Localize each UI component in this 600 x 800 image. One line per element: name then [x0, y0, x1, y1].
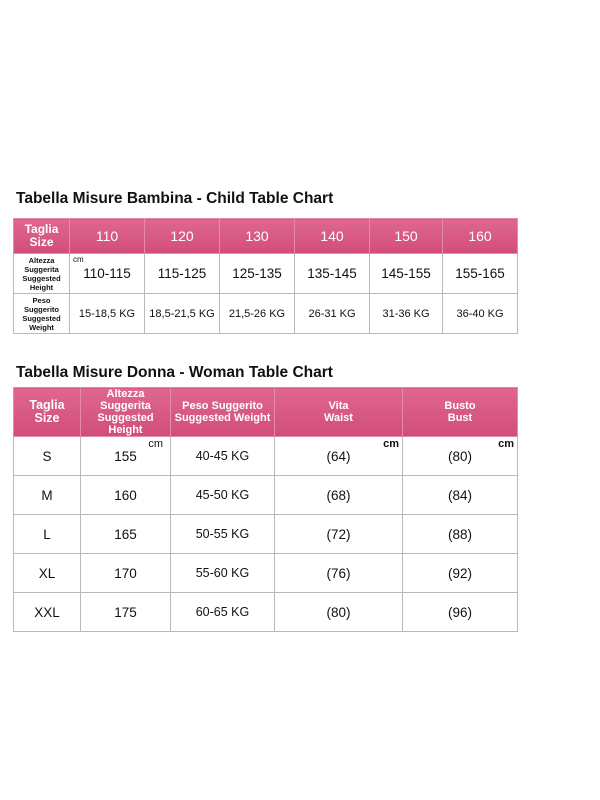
woman-height-header: Altezza Suggerita Suggested Height [81, 388, 171, 437]
woman-size-cell: XXL [14, 593, 81, 632]
woman-size-table [13, 387, 518, 632]
woman-height-cell: 175 [81, 593, 171, 632]
woman-header-row [14, 388, 518, 437]
child-table-title: Tabella Misure Bambina - Child Table Chart [16, 190, 334, 207]
woman-weight-cell: 50-55 KG [171, 515, 275, 554]
woman-size-cell: S [14, 437, 81, 476]
table-row [14, 437, 518, 476]
woman-waist-cell: (68) [275, 476, 403, 515]
woman-waist-cell: cm (64) [275, 437, 403, 476]
woman-table-title: Tabella Misure Donna - Woman Table Chart [16, 364, 333, 381]
child-size-cell: 110 [70, 219, 145, 254]
child-size-cell: 150 [370, 219, 443, 254]
child-height-cell: 115-125 [145, 254, 220, 294]
woman-bust-cell: cm (80) [403, 437, 518, 476]
woman-height-cell: cm 155 [81, 437, 171, 476]
table-row [14, 593, 518, 632]
child-weight-label: Peso Suggerito Suggested Weight [14, 294, 70, 334]
table-row [14, 515, 518, 554]
woman-bust-header: Busto Bust [403, 388, 518, 437]
woman-bust-cell: (84) [403, 476, 518, 515]
woman-weight-cell: 40-45 KG [171, 437, 275, 476]
child-height-cell: 125-135 [220, 254, 295, 294]
bust-unit: cm [498, 438, 514, 450]
child-size-cell: 140 [295, 219, 370, 254]
woman-bust-cell: (88) [403, 515, 518, 554]
woman-size-cell: L [14, 515, 81, 554]
table-row [14, 554, 518, 593]
woman-bust-cell: (96) [403, 593, 518, 632]
child-size-header: Taglia Size [14, 219, 70, 254]
child-height-row [14, 254, 518, 294]
child-height-cell: cm 110-115 [70, 254, 145, 294]
child-weight-cell: 15-18,5 KG [70, 294, 145, 334]
woman-waist-cell: (76) [275, 554, 403, 593]
woman-weight-cell: 45-50 KG [171, 476, 275, 515]
child-height-label: Altezza Suggerita Suggested Height [14, 254, 70, 294]
height-unit: cm [73, 255, 84, 264]
child-size-table [13, 218, 518, 334]
woman-weight-cell: 55-60 KG [171, 554, 275, 593]
child-height-cell: 155-165 [443, 254, 518, 294]
woman-height-cell: 170 [81, 554, 171, 593]
child-weight-row [14, 294, 518, 334]
woman-height-cell: 160 [81, 476, 171, 515]
woman-height-cell: 165 [81, 515, 171, 554]
child-size-cell: 160 [443, 219, 518, 254]
waist-unit: cm [383, 438, 399, 450]
child-weight-cell: 31-36 KG [370, 294, 443, 334]
child-size-cell: 130 [220, 219, 295, 254]
woman-waist-header: Vita Waist [275, 388, 403, 437]
child-weight-cell: 36-40 KG [443, 294, 518, 334]
woman-size-header: Taglia Size [14, 388, 81, 437]
woman-weight-cell: 60-65 KG [171, 593, 275, 632]
woman-waist-cell: (80) [275, 593, 403, 632]
child-height-cell: 135-145 [295, 254, 370, 294]
child-header-row [14, 219, 518, 254]
child-weight-cell: 18,5-21,5 KG [145, 294, 220, 334]
table-row [14, 476, 518, 515]
woman-weight-header: Peso Suggerito Suggested Weight [171, 388, 275, 437]
child-size-cell: 120 [145, 219, 220, 254]
woman-size-cell: XL [14, 554, 81, 593]
woman-size-cell: M [14, 476, 81, 515]
height-unit: cm [148, 438, 163, 450]
child-weight-cell: 26-31 KG [295, 294, 370, 334]
child-weight-cell: 21,5-26 KG [220, 294, 295, 334]
child-height-cell: 145-155 [370, 254, 443, 294]
woman-waist-cell: (72) [275, 515, 403, 554]
woman-bust-cell: (92) [403, 554, 518, 593]
